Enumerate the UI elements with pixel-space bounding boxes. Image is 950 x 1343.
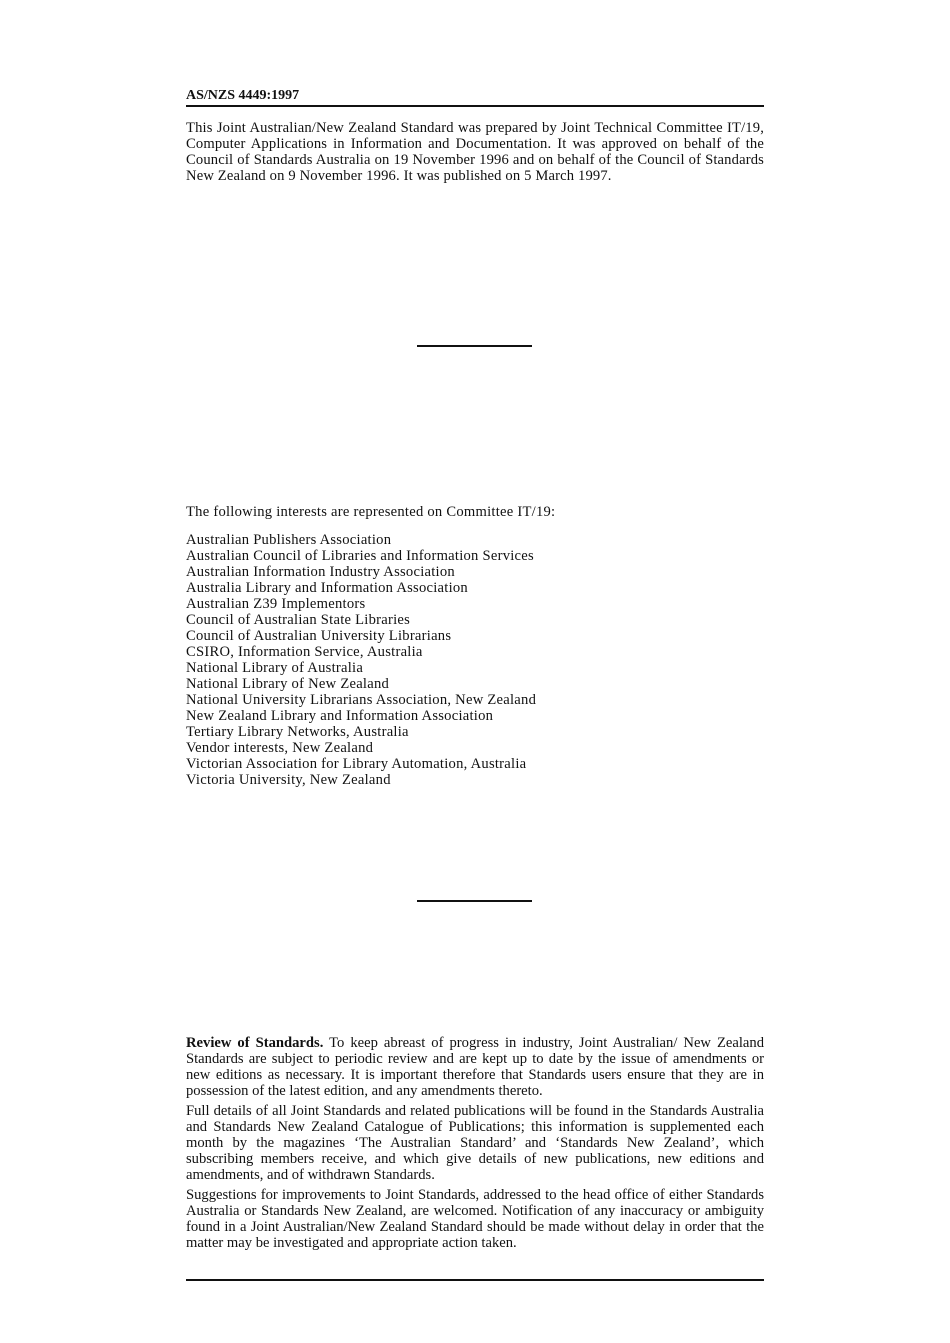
list-item: Australian Information Industry Association	[186, 564, 455, 580]
review-paragraph-1-text: To keep abreast of progress in industry, Joint Australian/ New Zealand Standards are subject to periodic review and are kept up to date by the issue of amendments or new editions as necessary. It is important therefore that Standards users ensure that they are in possession of the latest edition, and any amendments thereto.	[186, 1035, 765, 1099]
intro-paragraph: This Joint Australian/New Zealand Standard was prepared by Joint Technical Committee IT/19, Computer Applications in Information and Documentation. It was approved on behalf of the Council of Standards Australia on 19 November 1996 and on behalf of the Council of Standards New Zealand on 9 November 1996. It was published on 5 March 1997.	[186, 120, 764, 184]
list-item: Victoria University, New Zealand	[186, 772, 391, 788]
header-divider	[186, 105, 764, 107]
list-item: National Library of Australia	[186, 660, 364, 676]
list-item: Council of Australian University Librarians	[186, 628, 452, 644]
list-item: Victorian Association for Library Automation, Australia	[186, 756, 527, 772]
review-paragraph-1	[186, 1035, 764, 1099]
list-item: Tertiary Library Networks, Australia	[186, 724, 409, 740]
review-section	[186, 1035, 764, 1255]
review-paragraph-3: Suggestions for improvements to Joint Standards, addressed to the head office of either Standards Australia or Standards New Zealand, are welcomed. Notification of any inaccuracy or ambiguity found in a Joint Australian/New Zealand Standard should be made without delay in order that the matter may be investigated and appropriate action taken.	[186, 1187, 764, 1251]
committee-interests-list	[186, 532, 536, 788]
review-heading: Review of Standards.	[186, 1035, 324, 1051]
list-item: Vendor interests, New Zealand	[186, 740, 374, 756]
standard-number: AS/NZS 4449:1997	[186, 88, 300, 103]
list-item: Council of Australian State Libraries	[186, 612, 411, 628]
list-item: Australia Library and Information Association	[186, 580, 468, 596]
list-item: Australian Publishers Association	[186, 532, 392, 548]
committee-lead-text: The following interests are represented on Committee IT/19:	[186, 504, 556, 520]
list-item: CSIRO, Information Service, Australia	[186, 644, 423, 660]
footer-divider	[186, 1279, 764, 1281]
list-item: New Zealand Library and Information Association	[186, 708, 494, 724]
section-divider-1	[417, 345, 532, 347]
list-item: Australian Z39 Implementors	[186, 596, 366, 612]
section-divider-2	[417, 900, 532, 902]
list-item: National Library of New Zealand	[186, 676, 390, 692]
list-item: National University Librarians Association, New Zealand	[186, 692, 537, 708]
review-paragraph-2: Full details of all Joint Standards and related publications will be found in the Standards Australia and Standards New Zealand Catalogue of Publications; this information is supplemented each month by the magazines ‘The Australian Standard’ and ‘Standards New Zealand’, which subscribing members receive, and which give details of new publications, new editions and amendments, and of withdrawn Standards.	[186, 1103, 764, 1183]
list-item: Australian Council of Libraries and Information Services	[186, 548, 534, 564]
